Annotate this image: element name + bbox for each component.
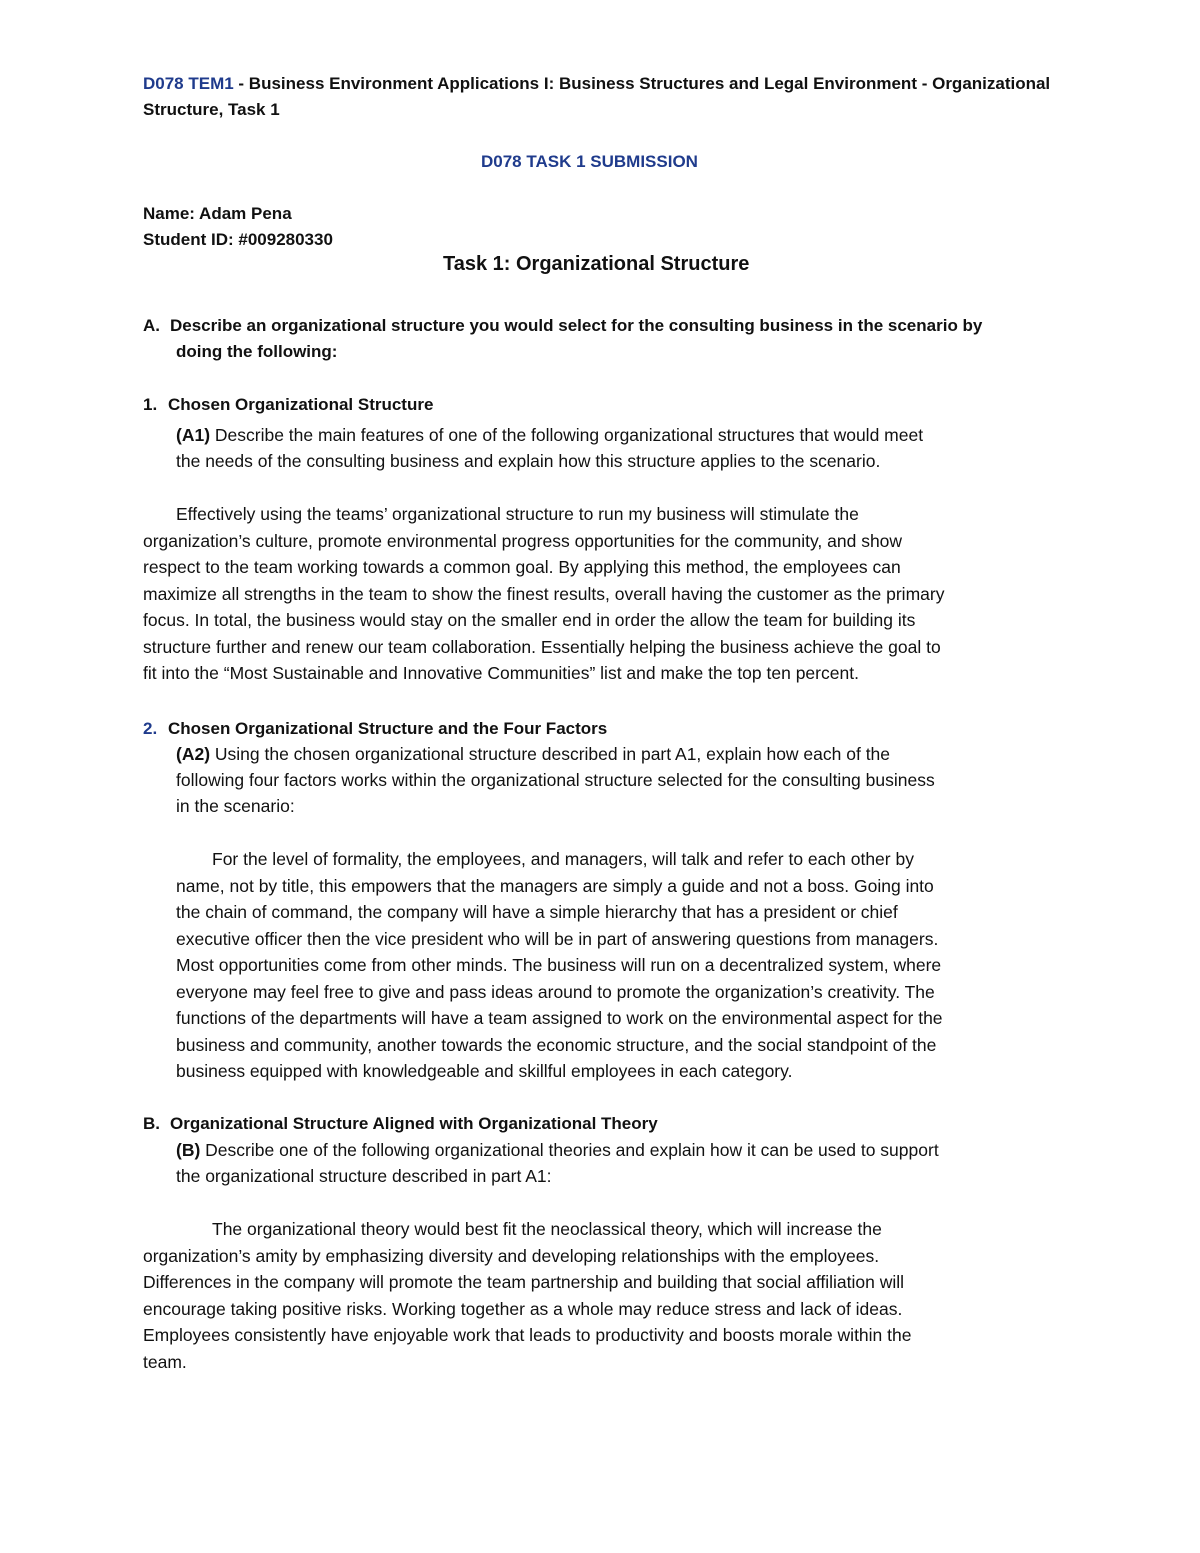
item-2-prompt-text: Using the chosen organizational structure described in part A1, explain how each of the bbox=[210, 744, 891, 764]
answer-line: business equipped with knowledgeable and skillful employees in each category. bbox=[176, 1061, 793, 1081]
item-2-prompt-line-2: following four factors works within the organizational structure selected for the consulting business bbox=[176, 770, 935, 790]
answer-line: fit into the “Most Sustainable and Innovative Communities” list and make the top ten percent. bbox=[143, 663, 859, 683]
item-2-prompt-line-1 bbox=[176, 741, 890, 768]
answer-line: team. bbox=[143, 1351, 187, 1372]
item-2-answer bbox=[176, 846, 943, 1085]
item-2-prompt-line-3: in the scenario: bbox=[176, 796, 295, 816]
answer-line: functions of the departments will have a team assigned to work on the environmental aspect for the bbox=[176, 1008, 943, 1028]
item-2-heading: Chosen Organizational Structure and the Four Factors bbox=[168, 719, 608, 738]
section-b-prompt-line-2: the organizational structure described in part A1: bbox=[176, 1166, 552, 1186]
answer-line: Differences in the company will promote the team partnership and building that social affiliation will bbox=[143, 1272, 905, 1292]
answer-line: The organizational theory would best fit the neoclassical theory, which will increase the bbox=[212, 1219, 882, 1239]
answer-line: organization’s amity by emphasizing diversity and developing relationships with the employees. bbox=[143, 1245, 880, 1266]
answer-line: Employees consistently have enjoyable work that leads to productivity and boosts morale within the bbox=[143, 1325, 912, 1345]
student-name: Name: Adam Pena bbox=[143, 204, 292, 223]
section-b-prompt-tag: (B) bbox=[176, 1140, 201, 1160]
item-2-marker: 2. bbox=[143, 719, 158, 738]
answer-line: Most opportunities come from other minds. The business will run on a decentralized system, where bbox=[176, 955, 942, 975]
item-1-answer bbox=[143, 501, 944, 687]
item-1-marker: 1. bbox=[143, 395, 158, 414]
answer-line: Effectively using the teams’ organizational structure to run my business will stimulate the bbox=[176, 504, 859, 524]
section-b-prompt-line-1 bbox=[176, 1137, 939, 1164]
answer-line: structure further and renew our team collaboration. Essentially helping the business achieve the goal to bbox=[143, 636, 941, 657]
submission-title: D078 TASK 1 SUBMISSION bbox=[481, 152, 698, 171]
item-1-prompt-text: Describe the main features of one of the following organizational structures that would meet bbox=[210, 425, 924, 445]
item-1-prompt-tag: (A1) bbox=[176, 425, 211, 445]
section-b-heading: Organizational Structure Aligned with Organizational Theory bbox=[170, 1114, 658, 1133]
section-b-marker: B. bbox=[143, 1114, 160, 1133]
course-header-line-1 bbox=[143, 71, 1050, 97]
item-1-prompt-line-1 bbox=[176, 422, 923, 449]
answer-line: everyone may feel free to give and pass ideas around to promote the organization’s creativity. The bbox=[176, 981, 935, 1002]
course-header-line-2: Structure, Task 1 bbox=[143, 100, 280, 119]
answer-line: organization’s culture, promote environmental progress opportunities for the community, and show bbox=[143, 530, 903, 551]
answer-line: maximize all strengths in the team to show the finest results, overall having the customer as the primary bbox=[143, 583, 945, 604]
answer-line: business and community, another towards the economic structure, and the social standpoint of the bbox=[176, 1034, 937, 1055]
answer-line: executive officer then the vice president who will be in part of answering questions from managers. bbox=[176, 928, 939, 949]
answer-line: focus. In total, the business would stay on the smaller end in order the allow the team for building its bbox=[143, 610, 916, 630]
answer-line: name, not by title, this empowers that the managers are simply a guide and not a boss. Going into bbox=[176, 875, 934, 896]
item-1-heading: Chosen Organizational Structure bbox=[168, 395, 434, 414]
student-id: Student ID: #009280330 bbox=[143, 230, 333, 249]
answer-line: encourage taking positive risks. Working together as a whole may reduce stress and lack of ideas. bbox=[143, 1298, 903, 1319]
section-b-answer bbox=[143, 1216, 911, 1375]
answer-line: For the level of formality, the employees, and managers, will talk and refer to each other by bbox=[212, 849, 914, 869]
section-b-prompt-text: Describe one of the following organizational theories and explain how it can be used to support bbox=[200, 1140, 939, 1160]
course-title: - Business Environment Applications I: Business Structures and Legal Environment - Organizational bbox=[233, 74, 1051, 93]
section-a-marker: A. bbox=[143, 316, 160, 335]
section-a-line-1: Describe an organizational structure you would select for the consulting business in the scenario by bbox=[170, 316, 983, 335]
item-1-prompt-line-2: the needs of the consulting business and explain how this structure applies to the scenario. bbox=[176, 451, 881, 471]
item-2-prompt-tag: (A2) bbox=[176, 744, 211, 764]
section-a-line-2: doing the following: bbox=[176, 342, 338, 361]
task-title: Task 1: Organizational Structure bbox=[443, 253, 750, 275]
course-code: D078 TEM1 bbox=[143, 74, 234, 93]
answer-line: the chain of command, the company will have a simple hierarchy that has a president or chief bbox=[176, 902, 898, 922]
answer-line: respect to the team working towards a common goal. By applying this method, the employees can bbox=[143, 557, 901, 577]
